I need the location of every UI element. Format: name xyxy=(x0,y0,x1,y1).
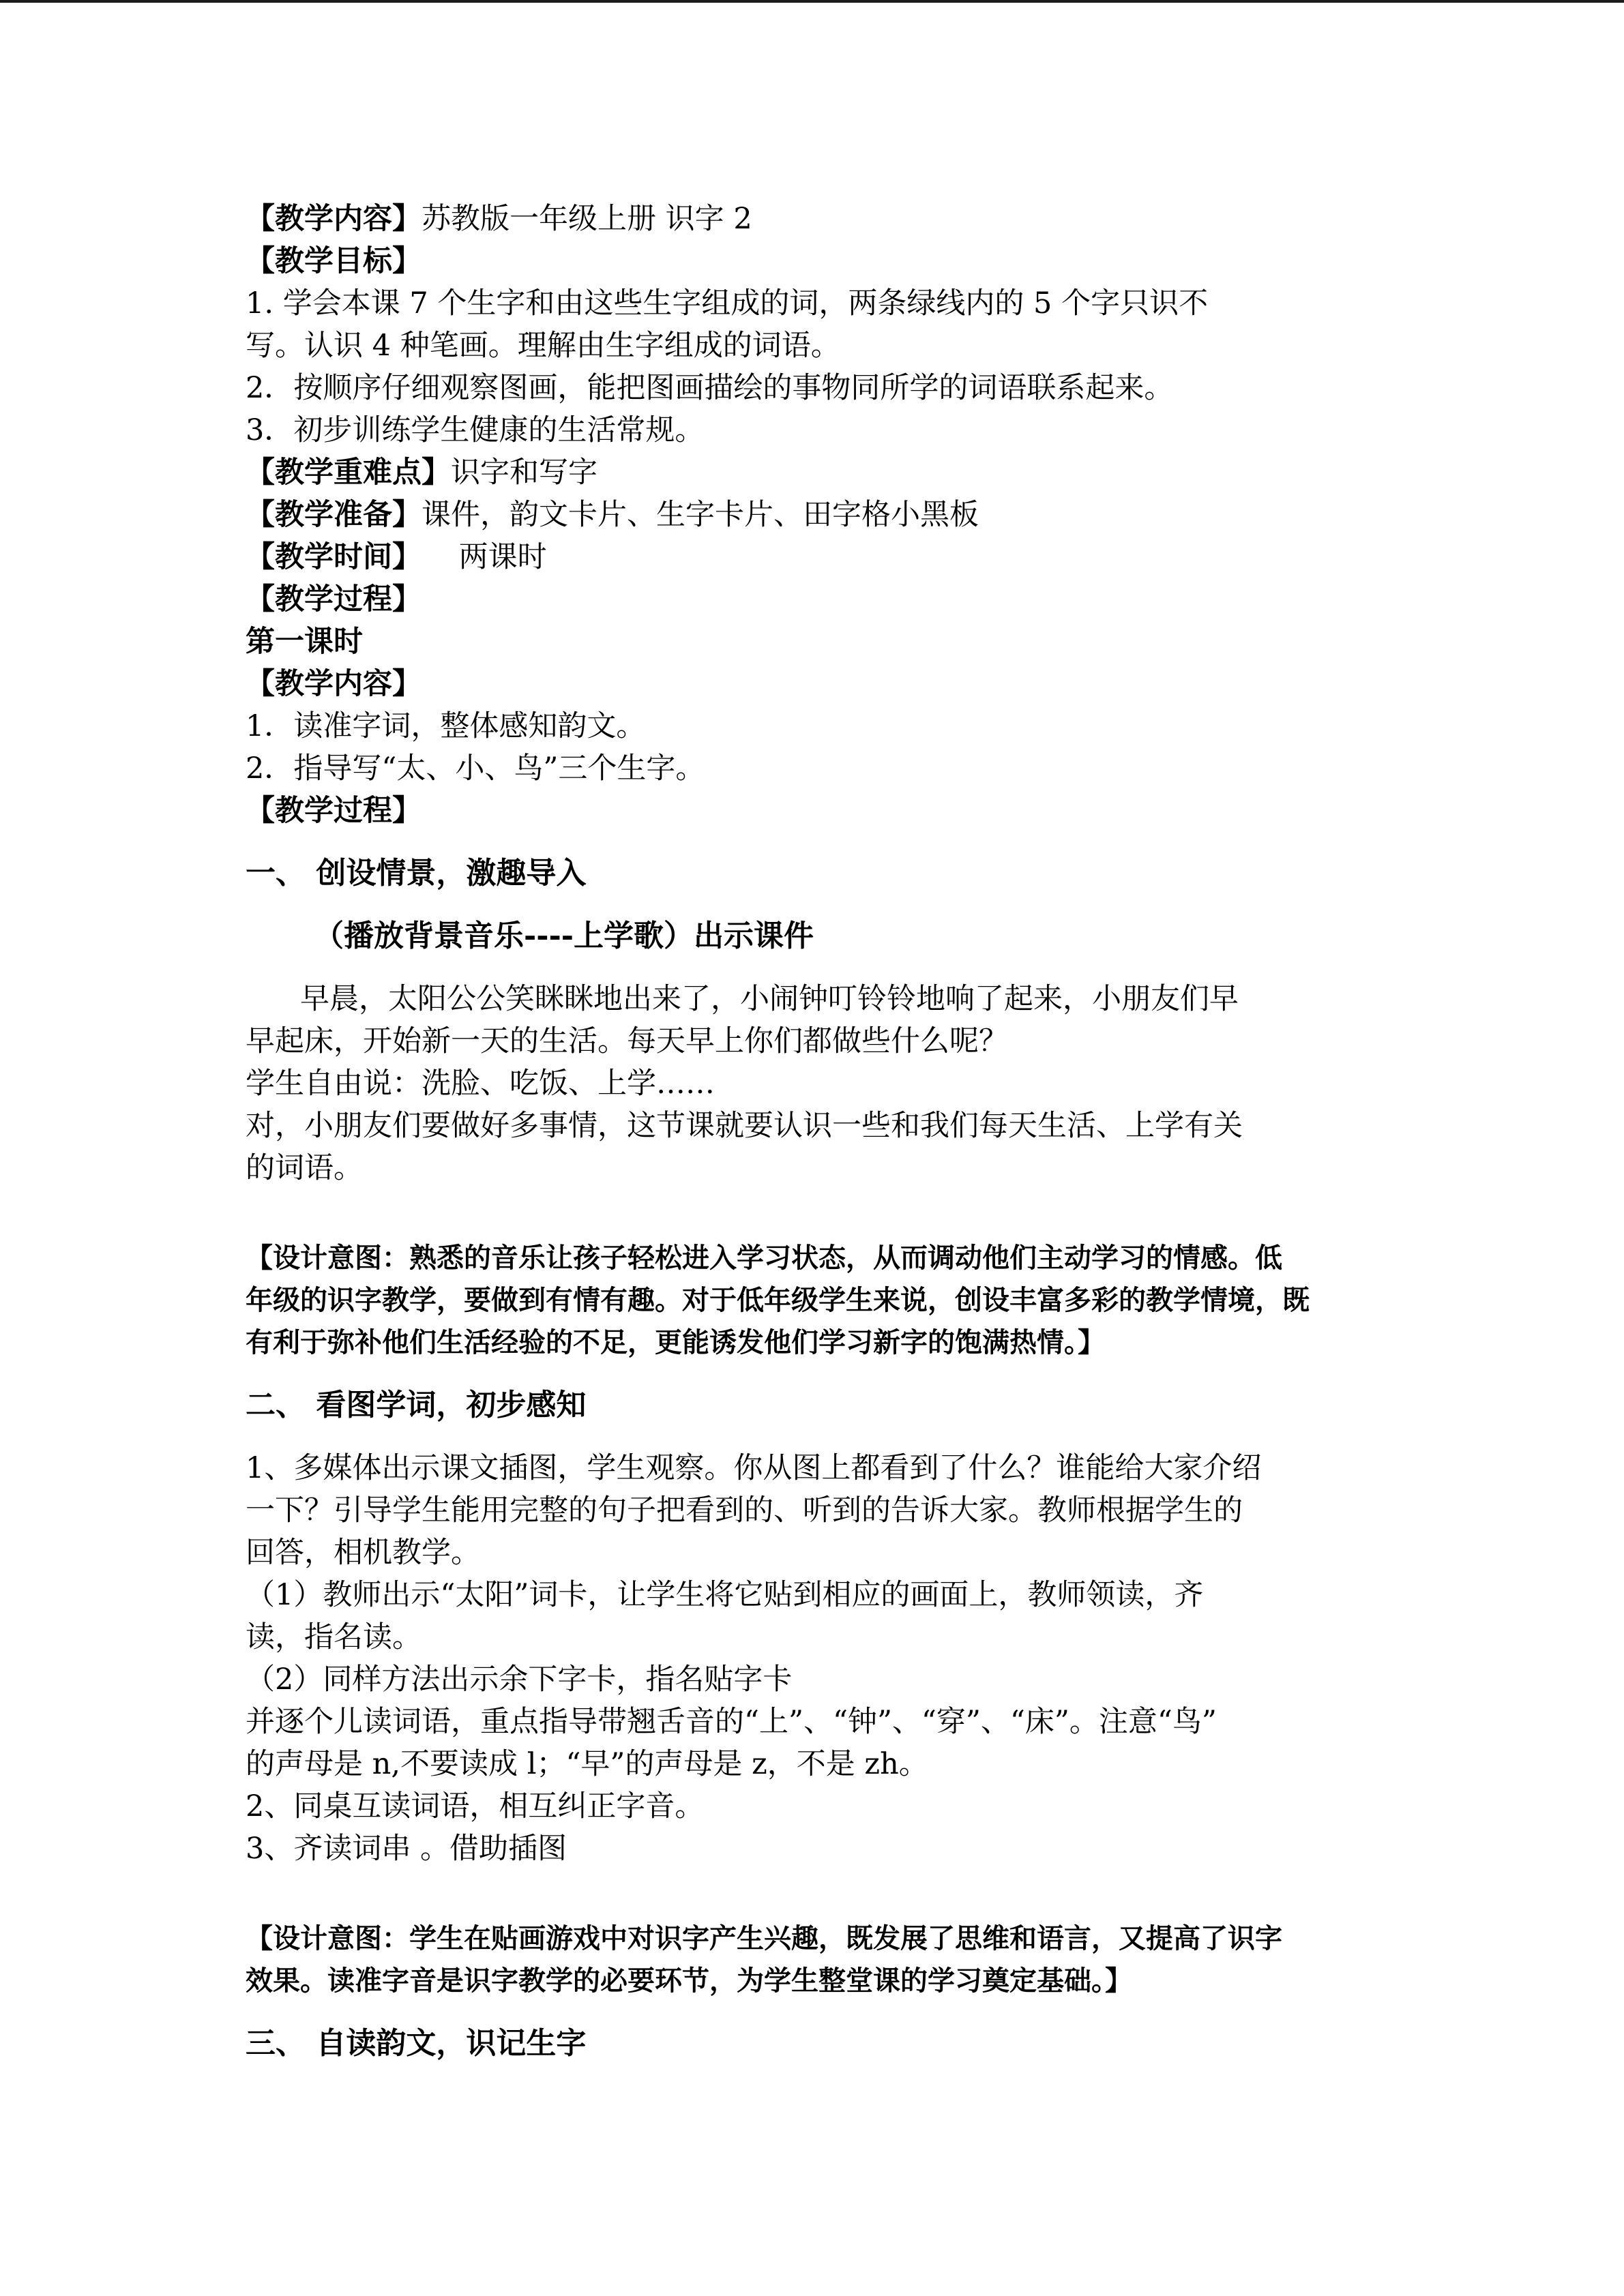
section1-design-note-line: 【设计意图：熟悉的音乐让孩子轻松进入学习状态，从而调动他们主动学习的情感。低 xyxy=(246,1242,1282,1274)
time-value: 两课时 xyxy=(422,540,547,574)
lesson1-content-label: 【教学内容】 xyxy=(246,667,422,701)
time-line xyxy=(246,536,1378,578)
section1-para-line: 早晨，太阳公公笑眯眯地出来了，小闹钟叮铃铃地响了起来，小朋友们早 xyxy=(300,982,1239,1016)
section1-para-line: 早起床，开始新一天的生活。每天早上你们都做些什么呢？ xyxy=(246,1024,1008,1058)
lesson1-item: 1．读准字词，整体感知韵文。 xyxy=(246,709,646,743)
section2-para-line: 并逐个儿读词语，重点指导带翘舌音的“上”、“钟”、“穿”、“床”。注意“鸟” xyxy=(246,1705,1217,1739)
section2-para-line: （1）教师出示“太阳”词卡，让学生将它贴到相应的画面上，教师领读，齐 xyxy=(246,1578,1204,1612)
section1-design-note-line: 有利于弥补他们生活经验的不足，更能诱发他们学习新字的饱满热情。】 xyxy=(246,1326,1105,1358)
process-label: 【教学过程】 xyxy=(246,582,422,616)
goal-line: 写。认识 4 种笔画。理解由生字组成的词语。 xyxy=(246,329,840,363)
goal-line: 2．按顺序仔细观察图画，能把图画描绘的事物同所学的词语联系起来。 xyxy=(246,371,1174,405)
section2-para-line: 的声母是 n,不要读成 l；“早”的声母是 z，不是 zh。 xyxy=(246,1747,928,1781)
time-label: 【教学时间】 xyxy=(246,540,422,574)
difficulty-value: 识字和写字 xyxy=(451,456,597,490)
section2-para-line: 1、多媒体出示课文插图，学生观察。你从图上都看到了什么？谁能给大家介绍 xyxy=(246,1451,1262,1485)
section1-subheading: （播放背景音乐----上学歌）出示课件 xyxy=(314,919,814,953)
section1-heading: 一、 创设情景，激趣导入 xyxy=(246,856,587,891)
prep-value: 课件，韵文卡片、生字卡片、田字格小黑板 xyxy=(422,498,979,532)
section1-para-line: 学生自由说：洗脸、吃饭、上学…… xyxy=(246,1067,715,1101)
lesson1-process-label: 【教学过程】 xyxy=(246,794,422,828)
section2-para-line: 回答，相机教学。 xyxy=(246,1536,480,1570)
goal-line: 1. 学会本课 7 个生字和由这些生字组成的词，两条绿线内的 5 个字只识不 xyxy=(246,286,1209,320)
top-border-rule xyxy=(0,0,1624,3)
lesson1-item: 2．指导写“太、小、鸟”三个生字。 xyxy=(246,751,705,786)
section1-design-note-line: 年级的识字教学，要做到有情有趣。对于低年级学生来说，创设丰富多彩的教学情境，既 xyxy=(246,1284,1310,1316)
section2-para-line: 3、齐读词串 。借助插图 xyxy=(246,1832,567,1866)
section3-heading: 三、 自读韵文，识记生字 xyxy=(246,2026,587,2061)
difficulty-label: 【教学重难点】 xyxy=(246,456,451,490)
difficulty-line xyxy=(246,451,1378,494)
goal-line: 3．初步训练学生健康的生活常规。 xyxy=(246,413,705,447)
section2-para-line: 2、同桌互读词语，相互纠正字音。 xyxy=(246,1789,705,1823)
section2-heading: 二、 看图学词，初步感知 xyxy=(246,1388,587,1422)
teaching-content-value: 苏教版一年级上册 识字 2 xyxy=(422,202,752,236)
lesson1-title: 第一课时 xyxy=(246,625,363,659)
prep-label: 【教学准备】 xyxy=(246,498,422,532)
section1-para-line: 的词语。 xyxy=(246,1151,363,1185)
prep-line xyxy=(246,494,1378,536)
section1-para-line: 对，小朋友们要做好多事情，这节课就要认识一些和我们每天生活、上学有关 xyxy=(246,1109,1243,1143)
section2-design-note-line: 【设计意图：学生在贴画游戏中对识字产生兴趣，既发展了思维和语言，又提高了识字 xyxy=(246,1922,1282,1954)
section2-para-line: 一下？引导学生能用完整的句子把看到的、听到的告诉大家。教师根据学生的 xyxy=(246,1493,1243,1527)
teaching-goals-label: 【教学目标】 xyxy=(246,244,422,278)
document-page xyxy=(246,198,1378,2065)
section2-para-line: 读，指名读。 xyxy=(246,1620,422,1654)
section2-para-line: （2）同样方法出示余下字卡，指名贴字卡 xyxy=(246,1663,793,1697)
section2-design-note-line: 效果。读准字音是识字教学的必要环节，为学生整堂课的学习奠定基础。】 xyxy=(246,1965,1132,1997)
teaching-content-line xyxy=(246,198,1378,240)
teaching-content-label: 【教学内容】 xyxy=(246,202,422,236)
